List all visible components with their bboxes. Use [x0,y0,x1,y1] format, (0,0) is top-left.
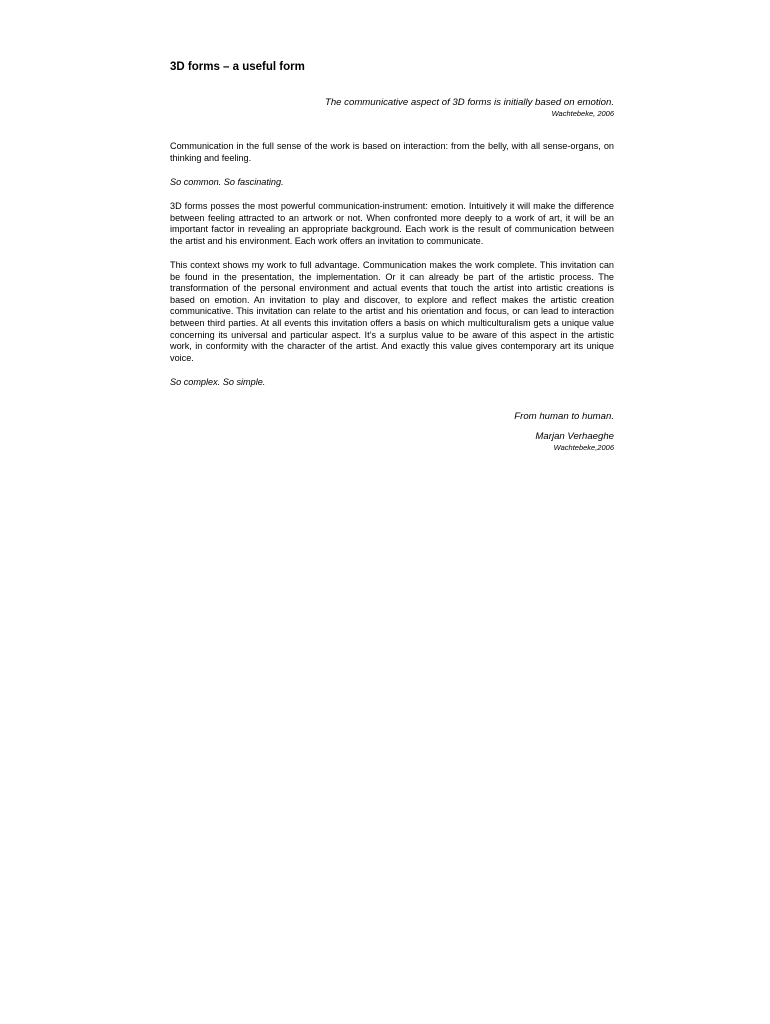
paragraph-3d-forms: 3D forms posses the most powerful communication-instrument: emotion. Intuitively it will make the difference between feeling attracted to an artwork or not. When confronted more deeply to a work of art, it will be an important factor in revealing an appropriate background. Each work is the result of communication between the artist and his environment. Each work offers an invitation to communicate. [170,200,614,246]
paragraph-so-complex: So complex. So simple. [170,376,266,387]
signature-name: Marjan Verhaeghe [535,431,614,443]
motto-quote: The communicative aspect of 3D forms is initially based on emotion. [324,97,614,108]
document-page [170,58,614,452]
closing-block [170,410,614,452]
document-title: 3D forms – a useful form [170,61,305,73]
motto-source: Wachtebeke, 2006 [551,109,614,118]
paragraph-so-common: So common. So fascinating. [170,176,284,187]
paragraph-context: This context shows my work to full advantage. Communication makes the work complete. This invitation can be found in the presentation, the implementation. Or it can already be part of the artistic process. The transformation of the personal environment and actual events that touch the artist into artistic creations is based on emotion. An invitation to play and discover, to explore and reflect makes the artistic creation communicative. This invitation can relate to the artist and his orientation and focus, or can lead to interaction between third parties. At all events this invitation offers a basis on which multiculturalism gets a unique value concerning its universal and particular aspect. It’s a surplus value to be aware of this aspect in the artistic work, in conformity with the character of the artist. And exactly this value gives contemporary art its unique voice. [170,259,614,363]
paragraph-communication: Communication in the full sense of the work is based on interaction: from the belly, with all sense-organs, on thinking and feeling. [170,141,614,163]
body-text [170,141,614,388]
motto-block [170,96,614,118]
signature [170,431,614,452]
signature-source: Wachtebeke,2006 [553,443,614,453]
closing-line: From human to human. [514,411,614,423]
